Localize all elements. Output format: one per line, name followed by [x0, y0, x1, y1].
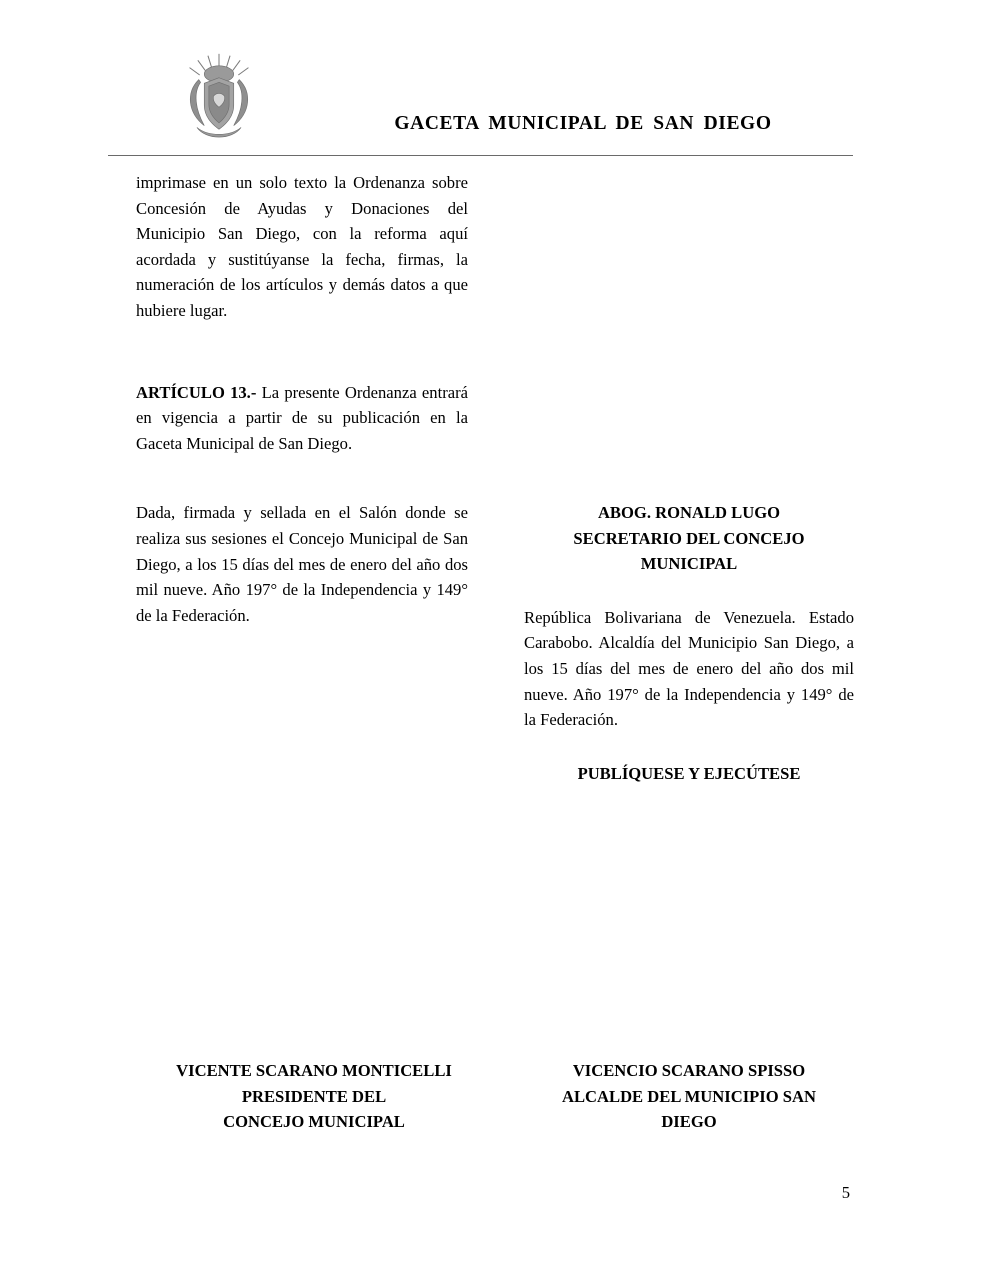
right-text-column [524, 170, 854, 786]
page-title: GACETA MUNICIPAL DE SAN DIEGO [394, 113, 772, 134]
article-13-label: ARTÍCULO 13.- [136, 382, 257, 402]
president-title-line-2: CONCEJO MUNICIPAL [223, 1112, 405, 1132]
president-name: VICENTE SCARANO MONTICELLI [176, 1061, 452, 1080]
president-title-line-1: PRESIDENTE DEL [241, 1086, 387, 1106]
article-13-text: La presente Ordenanza entrará en vigencia a partir de su publicación en la Gaceta Municipal de San Diego. [136, 382, 468, 453]
spacer [136, 324, 468, 380]
paragraph-continuation: imprimase en un solo texto la Ordenanza sobre Concesión de Ayudas y Donaciones del Municipio San Diego, con la reforma aquí acordada y sustitúyanse la fecha, firmas, la numeración de los artículos y demás datos a que hubiere lugar. [136, 173, 468, 320]
header-divider [108, 155, 853, 156]
spacer [524, 577, 854, 605]
signature-block-mayor [524, 1058, 854, 1135]
secretary-name: ABOG. RONALD LUGO [597, 503, 781, 522]
publish-order: PUBLÍQUESE Y EJECÚTESE [577, 763, 801, 783]
closing-paragraph: Dada, firmada y sellada en el Salón donde se realiza sus sesiones el Concejo Municipal de San Diego, a los 15 días del mes de enero del año dos mil nueve. Año 197° de la Independencia y 149° de la Federación. [136, 503, 468, 625]
secretary-title-line-1: SECRETARIO DEL CONCEJO [573, 528, 805, 548]
spacer [136, 456, 468, 500]
left-text-column [136, 170, 468, 628]
republic-paragraph: República Bolivariana de Venezuela. Estado Carabobo. Alcaldía del Municipio San Diego, a los 15 días del mes de enero del año dos mil nueve. Año 197° de la Independencia y 149° de la Federación. [524, 607, 854, 730]
spacer [524, 170, 854, 500]
mayor-title-line-1: ALCALDE DEL MUNICIPIO SAN [561, 1086, 816, 1106]
mayor-title-line-2: DIEGO [661, 1112, 717, 1132]
page-header [108, 40, 853, 155]
article-13-paragraph [136, 380, 468, 457]
mayor-name: VICENCIO SCARANO SPISSO [572, 1061, 806, 1080]
coat-of-arms-icon [173, 52, 265, 144]
page-number: 5 [841, 1183, 850, 1202]
spacer [524, 733, 854, 761]
secretary-title-line-2: MUNICIPAL [640, 554, 738, 574]
signature-block-president [136, 1058, 492, 1135]
